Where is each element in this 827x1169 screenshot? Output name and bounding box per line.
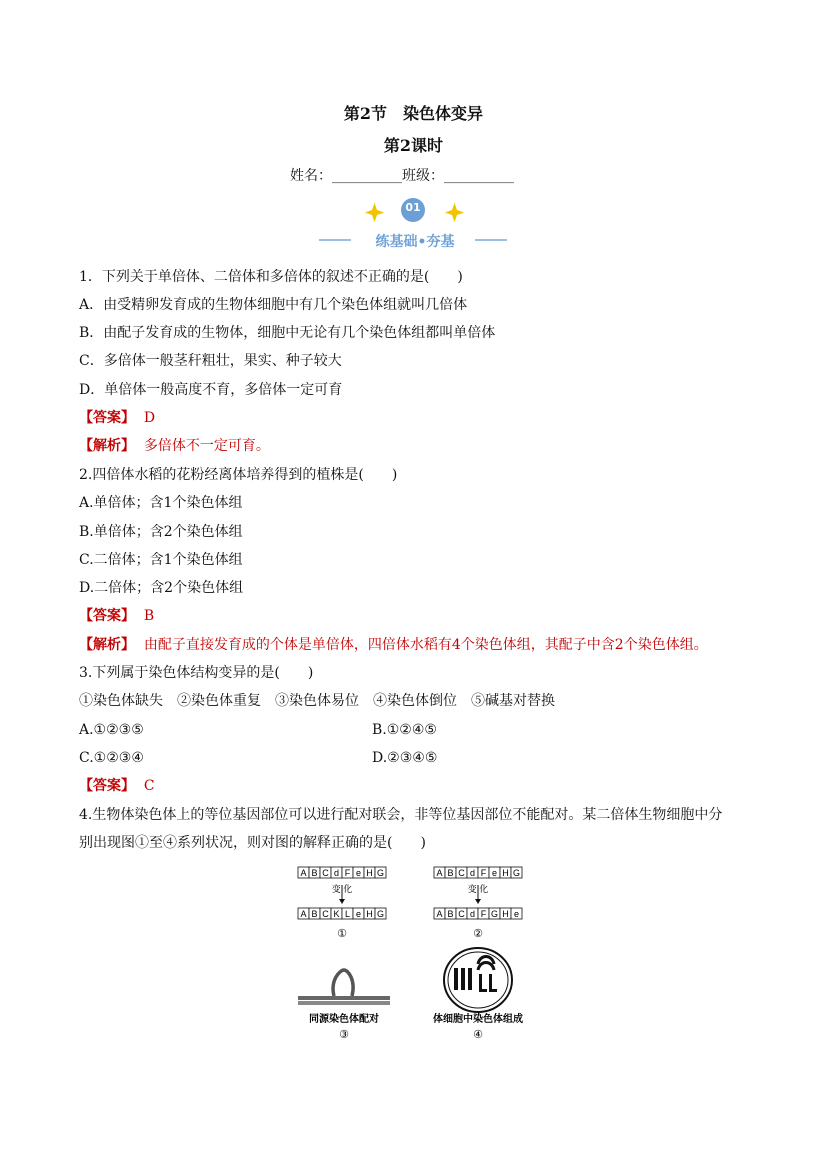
page-subtitle: 第2课时	[383, 136, 444, 155]
fig2-after-gene-label: F	[480, 909, 487, 919]
q2-analysis	[79, 636, 708, 654]
q3-option-a[interactable]: A.①②③⑤	[79, 722, 144, 738]
q1-option-a[interactable]: A．由受精卵发育成的生物体细胞中有几个染色体组就叫几倍体	[79, 297, 468, 313]
fig2-chromosome-after	[434, 908, 522, 919]
fig3-label: ③	[339, 1029, 349, 1041]
q1-option-c[interactable]: C．多倍体一般茎秆粗壮，果实、种子较大	[79, 353, 342, 369]
q2-stem: 2.四倍体水稻的花粉经离体培养得到的植株是( )	[79, 467, 398, 483]
name-blank[interactable]: __________	[332, 168, 402, 184]
q2-option-c[interactable]: C.二倍体；含1个染色体组	[79, 552, 243, 568]
fig2-arrowhead-icon	[475, 899, 481, 904]
fig1-after-gene-label: L	[344, 909, 351, 919]
fig1-after-gene-label: G	[376, 909, 385, 919]
fig1-before-gene-label: d	[333, 868, 340, 878]
q3-option-c[interactable]: C.①②③④	[79, 750, 144, 766]
banner-text: 练基础•夯基	[375, 234, 455, 250]
answer-value: C	[143, 778, 155, 794]
q1-stem: 1．下列关于单倍体、二倍体和多倍体的叙述不正确的是( )	[79, 269, 463, 285]
section-banner	[315, 196, 515, 252]
q3-option-b[interactable]: B.①②④⑤	[372, 722, 437, 738]
fig1-before-gene-label: A	[300, 868, 307, 878]
q1-analysis	[79, 437, 270, 455]
page-title: 第2节 染色体变异	[343, 104, 484, 123]
fig1-chromosome-before	[298, 867, 386, 878]
q2-answer	[79, 607, 154, 625]
fig2-before-gene-label: F	[480, 868, 487, 878]
fig1-change-label: 变 化	[331, 884, 353, 894]
q2-option-d[interactable]: D.二倍体；含2个染色体组	[79, 580, 244, 596]
fig2-after-gene-label: G	[490, 909, 499, 919]
fig4-cell-diagram	[444, 948, 512, 1012]
fig1-label: ①	[337, 928, 347, 940]
q2-option-b[interactable]: B.单倍体；含2个染色体组	[79, 524, 243, 540]
fig1-before-gene-label: C	[322, 868, 329, 878]
star-right-icon	[445, 203, 464, 222]
analysis-text: 由配子直接发育成的个体是单倍体，四倍体水稻有4个染色体组，其配子中含2个染色体组。	[143, 637, 708, 653]
fig2-after-gene-label: B	[447, 909, 454, 919]
fig2-after-gene-label: C	[458, 909, 465, 919]
fig1-before-gene-label: B	[311, 868, 318, 878]
q1-option-b[interactable]: B．由配子发育成的生物体，细胞中无论有几个染色体组都叫单倍体	[79, 325, 496, 341]
fig2-before-gene-label: d	[469, 868, 476, 878]
fig1-arrowhead-icon	[339, 899, 345, 904]
answer-value: B	[143, 608, 155, 624]
fig2-chromosome-before	[434, 867, 522, 878]
fig3-pairing-diagram	[298, 970, 390, 1005]
answer-value: D	[143, 410, 156, 426]
analysis-tag: 【解析】	[79, 438, 135, 454]
fig4-label: ④	[473, 1029, 483, 1041]
fig2-after-gene-label: H	[502, 909, 509, 919]
q1-option-d[interactable]: D．单倍体一般高度不育，多倍体一定可育	[79, 382, 343, 398]
class-blank[interactable]: __________	[444, 168, 514, 184]
fig4-caption: 体细胞中染色体组成	[433, 1014, 523, 1025]
fig3-caption: 同源染色体配对	[309, 1014, 379, 1025]
fig1-chromosome-after	[298, 908, 386, 919]
q3-option-d[interactable]: D.②③④⑤	[372, 750, 438, 766]
analysis-tag: 【解析】	[79, 637, 135, 653]
q1-answer	[79, 409, 155, 427]
fig2-before-gene-label: C	[458, 868, 465, 878]
fig1-after-gene-label: B	[311, 909, 318, 919]
q3-stem: 3.下列属于染色体结构变异的是( )	[79, 665, 314, 681]
fig2-before-gene-label: A	[436, 868, 443, 878]
fig1-after-gene-label: e	[355, 909, 362, 919]
fig2-after-gene-label: e	[513, 909, 520, 919]
banner-number: 01	[405, 201, 421, 214]
analysis-text: 多倍体不一定可育。	[143, 438, 270, 454]
fig1-after-gene-label: H	[366, 909, 373, 919]
fig2-after-gene-label: d	[469, 909, 476, 919]
class-label: 班级：	[402, 168, 444, 184]
fig1-before-gene-label: H	[366, 868, 373, 878]
fig1-after-gene-label: C	[322, 909, 329, 919]
fig2-before-gene-label: G	[512, 868, 521, 878]
q3-answer	[79, 777, 155, 795]
q4-stem-line1: 4.生物体染色体上的等位基因部位可以进行配对联会，非等位基因部位不能配对。某二倍体生物细胞中分	[79, 807, 723, 823]
fig2-change-label: 变 化	[467, 884, 489, 894]
fig2-before-gene-label: B	[447, 868, 454, 878]
fig2-before-gene-label: e	[491, 868, 498, 878]
student-info	[290, 165, 514, 185]
fig1-after-gene-label: A	[300, 909, 307, 919]
name-label: 姓名：	[290, 168, 332, 184]
chromosome-figure	[290, 862, 540, 1047]
answer-tag: 【答案】	[79, 778, 135, 794]
answer-tag: 【答案】	[79, 608, 135, 624]
q4-figure	[290, 862, 540, 1047]
fig2-label: ②	[473, 928, 483, 940]
fig2-before-gene-label: H	[502, 868, 509, 878]
fig1-after-gene-label: K	[333, 909, 340, 919]
q4-stem-line2: 别出现图①至④系列状况，则对图的解释正确的是( )	[79, 835, 426, 851]
fig1-before-gene-label: G	[376, 868, 385, 878]
fig2-after-gene-label: A	[436, 909, 443, 919]
answer-tag: 【答案】	[79, 410, 135, 426]
fig1-before-gene-label: F	[344, 868, 351, 878]
q3-items: ①染色体缺失 ②染色体重复 ③染色体易位 ④染色体倒位 ⑤碱基对替换	[79, 693, 555, 709]
fig1-before-gene-label: e	[355, 868, 362, 878]
star-left-icon	[365, 203, 384, 222]
q2-option-a[interactable]: A.单倍体；含1个染色体组	[79, 495, 243, 511]
